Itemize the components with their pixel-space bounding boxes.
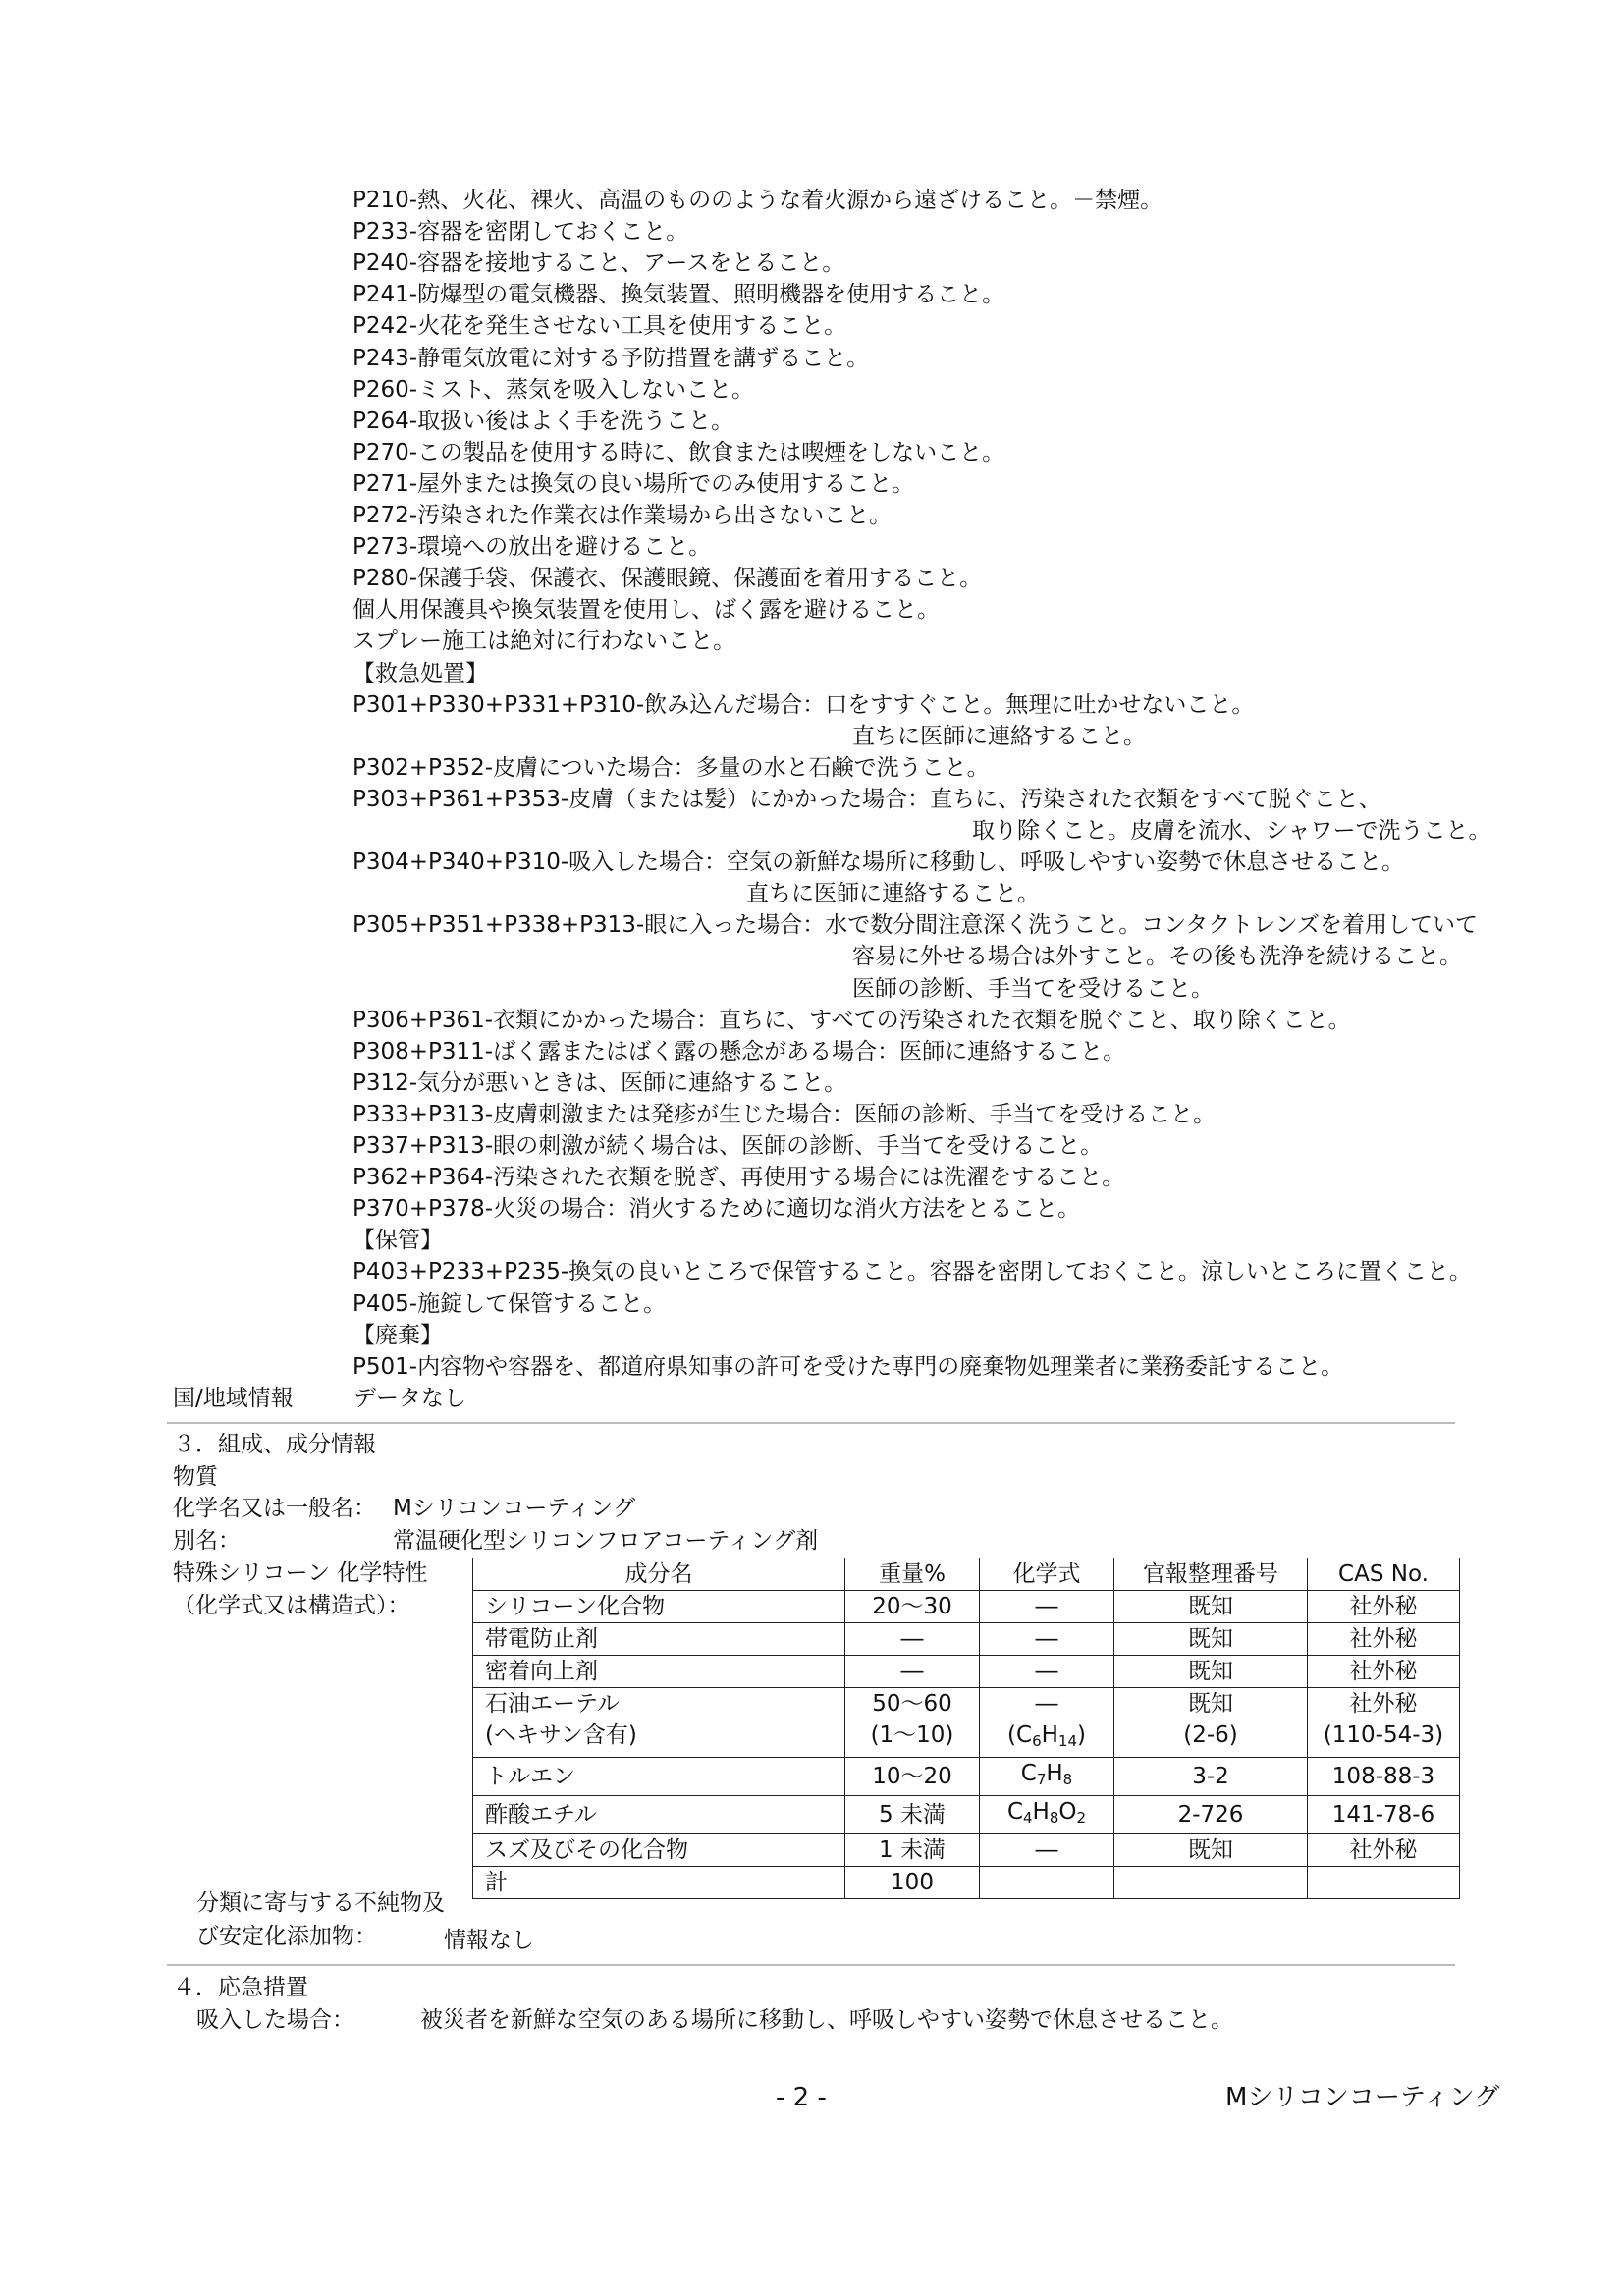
- precaution-line: P308+P311-ばく露またはばく露の懸念がある場合：医師に連絡すること。: [352, 1038, 1126, 1065]
- table-row: [473, 1758, 1460, 1796]
- table-row: [473, 1688, 1460, 1758]
- cell-cas: 社外秘: [1308, 1656, 1460, 1688]
- cell-gazette: 2-726: [1114, 1796, 1308, 1834]
- cell-gazette: 既知: [1114, 1834, 1308, 1867]
- precaution-line: P241-防爆型の電気機器、換気装置、照明機器を使用すること。: [352, 282, 1005, 308]
- cell-formula: ―: [980, 1623, 1114, 1656]
- precaution-line: P233-容器を密閉しておくこと。: [352, 219, 689, 246]
- col-header-name: 成分名: [473, 1558, 845, 1591]
- precaution-line: P501-内容物や容器を、都道府県知事の許可を受けた専門の廃棄物処理業者に業務委託すること。: [352, 1353, 1344, 1380]
- region-label: 国/地域情報: [173, 1386, 294, 1411]
- cell-cas: [1308, 1688, 1460, 1758]
- alias-value: 常温硬化型シリコンフロアコーティング剤: [393, 1528, 819, 1554]
- precaution-line: P333+P313-皮膚刺激または発疹が生じた場合：医師の診断、手当てを受けること。: [352, 1101, 1217, 1127]
- cell-weight: ―: [845, 1656, 980, 1688]
- cell-formula: ―: [980, 1591, 1114, 1623]
- precaution-line: P242-火花を発生させない工具を使用すること。: [352, 313, 847, 340]
- cell-name: スズ及びその化合物: [473, 1834, 845, 1867]
- precaution-line: P270-この製品を使用する時に、飲食または喫煙をしないこと。: [352, 439, 1005, 465]
- inhale-value: 被災者を新鮮な空気のある場所に移動し、呼吸しやすい姿勢で休息させること。: [420, 2007, 1233, 2033]
- precaution-line: P306+P361-衣類にかかった場合：直ちに、すべての汚染された衣類を脱ぐこと、取り除くこと。: [352, 1007, 1351, 1033]
- precaution-line: 容易に外せる場合は外すこと。その後も洗浄を続けること。: [852, 944, 1462, 970]
- cell-weight: 1 未満: [845, 1834, 980, 1867]
- precaution-line: P304+P340+P310-吸入した場合：空気の新鮮な場所に移動し、呼吸しやすい姿勢で休息させること。: [352, 849, 1405, 876]
- alias-label: 別名：: [173, 1528, 241, 1554]
- precaution-line: P370+P378-火災の場合：消火するために適切な消火方法をとること。: [352, 1196, 1081, 1223]
- substance-label: 物質: [173, 1464, 218, 1490]
- footer-product-name: Mシリコンコーティング: [1225, 2083, 1500, 2112]
- table-row: [473, 1591, 1460, 1623]
- cell-gazette: 3-2: [1114, 1758, 1308, 1796]
- cell-gazette: 既知: [1114, 1591, 1308, 1623]
- cell-formula: [980, 1867, 1114, 1899]
- cell-weight: 5 未満: [845, 1796, 980, 1834]
- cell-name: トルエン: [473, 1758, 845, 1796]
- precaution-line: 直ちに医師に連絡すること。: [746, 881, 1040, 907]
- cell-name: [473, 1688, 845, 1758]
- cell-gazette: [1114, 1867, 1308, 1899]
- composition-table: [472, 1558, 1460, 1899]
- precaution-line: P260-ミスト、蒸気を吸入しないこと。: [352, 376, 754, 403]
- cell-cas: 141-78-6: [1308, 1796, 1460, 1834]
- cell-weight: 20～30: [845, 1591, 980, 1623]
- cell-cas-line2: (110-54-3): [1323, 1722, 1444, 1748]
- cell-cas: [1308, 1867, 1460, 1899]
- precaution-line: P301+P330+P331+P310-飲み込んだ場合：口をすすぐこと。無理に吐かせないこと。: [352, 691, 1255, 718]
- impurity-value: 情報なし: [444, 1928, 534, 1953]
- precaution-line: P273-環境への放出を避けること。: [352, 534, 712, 561]
- precaution-line: P405-施錠して保管すること。: [352, 1290, 667, 1317]
- section4-heading: ４．応急措置: [173, 1975, 308, 2000]
- table-row: [473, 1623, 1460, 1656]
- cell-cas-line1: 社外秘: [1349, 1691, 1418, 1717]
- chem-formula-label: （化学式又は構造式）：: [173, 1593, 410, 1618]
- cell-name-line1: 石油エーテル: [485, 1691, 620, 1717]
- col-header-cas: CAS No.: [1308, 1558, 1460, 1591]
- precaution-line: P305+P351+P338+P313-眼に入った場合：水で数分間注意深く洗うこと。コンタクトレンズを着用していて: [352, 912, 1479, 939]
- precaution-line: P403+P233+P235-換気の良いところで保管すること。容器を密閉しておくこと。涼しいところに置くこと。: [352, 1259, 1472, 1285]
- cell-gazette: 既知: [1114, 1656, 1308, 1688]
- cell-weight: 10～20: [845, 1758, 980, 1796]
- precaution-line: P312-気分が悪いときは、医師に連絡すること。: [352, 1069, 847, 1096]
- cell-name: シリコーン化合物: [473, 1591, 845, 1623]
- cell-weight: ―: [845, 1623, 980, 1656]
- cell-weight: 100: [845, 1867, 980, 1899]
- cell-cas: 108-88-3: [1308, 1758, 1460, 1796]
- impurity-label-1: 分類に寄与する不純物及: [196, 1890, 445, 1916]
- chem-props-label: 特殊シリコーン 化学特性: [173, 1560, 428, 1586]
- precaution-line: 【保管】: [352, 1228, 443, 1254]
- section3-heading: ３．組成、成分情報: [173, 1432, 376, 1457]
- cell-name: 計: [473, 1867, 845, 1899]
- precaution-line: P271-屋外または換気の良い場所でのみ使用すること。: [352, 470, 915, 497]
- precaution-line: 取り除くこと。皮膚を流水、シャワーで洗うこと。: [972, 818, 1491, 844]
- cell-formula: $C_7H_8$: [980, 1758, 1114, 1796]
- cell-gazette: [1114, 1688, 1308, 1758]
- table-row: [473, 1796, 1460, 1834]
- cell-weight-line2: (1～10): [870, 1722, 954, 1748]
- cell-gazette: 既知: [1114, 1623, 1308, 1656]
- cell-formula-line2: $(C_6H_{14})$: [1007, 1722, 1086, 1750]
- col-header-gazette: 官報整理番号: [1114, 1558, 1308, 1591]
- inhale-label: 吸入した場合：: [196, 2007, 354, 2033]
- cell-name: 酢酸エチル: [473, 1796, 845, 1834]
- cell-cas: 社外秘: [1308, 1623, 1460, 1656]
- precaution-line: 【廃棄】: [352, 1322, 443, 1348]
- cell-name: 帯電防止剤: [473, 1623, 845, 1656]
- precaution-line: 個人用保護具や換気装置を使用し、ばく露を避けること。: [352, 597, 940, 624]
- precaution-line: 直ちに医師に連絡すること。: [852, 723, 1146, 749]
- page-number: - 2 -: [776, 2083, 827, 2112]
- section-divider: [167, 1964, 1455, 1966]
- cell-name-line2: (ヘキサン含有): [485, 1722, 637, 1748]
- cell-formula: [980, 1688, 1114, 1758]
- precaution-line: P272-汚染された作業衣は作業場から出さないこと。: [352, 503, 893, 528]
- chem-name-value: Mシリコンコーティング: [393, 1496, 636, 1521]
- table-row: [473, 1656, 1460, 1688]
- cell-cas: 社外秘: [1308, 1591, 1460, 1623]
- table-header-row: [473, 1558, 1460, 1591]
- impurity-label-2: び安定化添加物：: [196, 1924, 377, 1949]
- region-value: データなし: [353, 1386, 466, 1411]
- cell-weight: [845, 1688, 980, 1758]
- precaution-line: P303+P361+P353-皮膚（または髪）にかかった場合：直ちに、汚染された衣類をすべて脱ぐこと、: [352, 786, 1381, 812]
- cell-gazette-line1: 既知: [1188, 1691, 1233, 1717]
- section-divider: [167, 1422, 1455, 1424]
- col-header-formula: 化学式: [980, 1558, 1114, 1591]
- cell-gazette-line2: (2-6): [1183, 1722, 1238, 1748]
- table-row: [473, 1834, 1460, 1867]
- precaution-line: P210-熱、火花、裸火、高温のもののような着火源から遠ざけること。－禁煙。: [352, 188, 1163, 213]
- table-row: [473, 1867, 1460, 1899]
- precaution-line: スプレー施工は絶対に行わないこと。: [352, 629, 736, 655]
- cell-formula: ―: [980, 1834, 1114, 1867]
- precaution-line: P302+P352-皮膚についた場合：多量の水と石鹸で洗うこと。: [352, 754, 990, 781]
- precaution-line: P243-静電気放電に対する予防措置を講ずること。: [352, 345, 870, 371]
- precaution-line: P337+P313-眼の刺激が続く場合は、医師の診断、手当てを受けること。: [352, 1133, 1104, 1159]
- col-header-weight: 重量%: [845, 1558, 980, 1591]
- precaution-line: P264-取扱い後はよく手を洗うこと。: [352, 408, 734, 434]
- cell-formula-line1: ―: [1035, 1691, 1058, 1717]
- cell-formula: ―: [980, 1656, 1114, 1688]
- cell-name: 密着向上剤: [473, 1656, 845, 1688]
- chem-name-label: 化学名又は一般名：: [173, 1496, 376, 1521]
- precaution-line: 医師の診断、手当てを受けること。: [852, 975, 1214, 1002]
- precaution-line: P362+P364-汚染された衣類を脱ぎ、再使用する場合には洗濯をすること。: [352, 1165, 1125, 1191]
- cell-weight-line1: 50～60: [872, 1691, 952, 1717]
- cell-formula: $C_4H_8O_2$: [980, 1796, 1114, 1834]
- cell-cas: 社外秘: [1308, 1834, 1460, 1867]
- precaution-line: P280-保護手袋、保護衣、保護眼鏡、保護面を着用すること。: [352, 566, 983, 592]
- precaution-line: 【救急処置】: [352, 660, 488, 686]
- precaution-line: P240-容器を接地すること、アースをとること。: [352, 250, 845, 277]
